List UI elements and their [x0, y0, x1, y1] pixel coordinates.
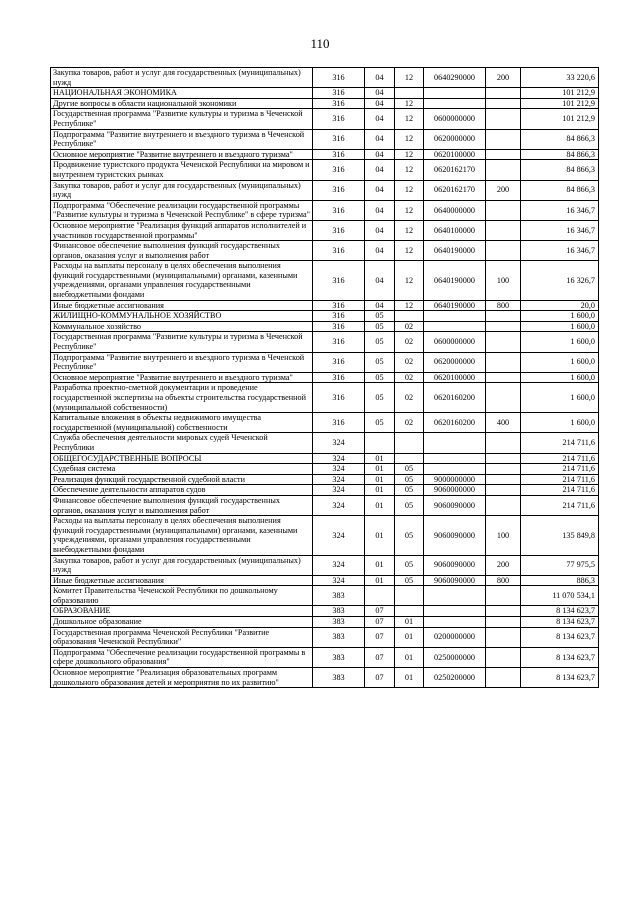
section-code-cell: 07: [365, 627, 395, 647]
amount-cell: 214 711,6: [521, 474, 599, 485]
ministry-code-cell: 324: [313, 474, 365, 485]
ministry-code-cell: 383: [313, 668, 365, 688]
row-name-cell: Обеспечение деятельности аппаратов судов: [51, 485, 313, 496]
subsection-code-cell: [395, 88, 424, 99]
table-row: [51, 261, 599, 300]
row-name-cell: Дошкольное образование: [51, 617, 313, 628]
amount-cell: 84 866,3: [521, 129, 599, 149]
amount-cell: 84 866,3: [521, 180, 599, 200]
target-article-cell: 9000000000: [424, 474, 486, 485]
ministry-code-cell: 316: [313, 180, 365, 200]
table-row: [51, 200, 599, 220]
amount-cell: 77 975,5: [521, 555, 599, 575]
expense-type-cell: [486, 433, 521, 453]
expense-type-cell: 400: [486, 413, 521, 433]
table-row: [51, 617, 599, 628]
target-article-cell: 0250200000: [424, 668, 486, 688]
subsection-code-cell: 02: [395, 413, 424, 433]
subsection-code-cell: 12: [395, 98, 424, 109]
row-name-cell: ЖИЛИЩНО-КОММУНАЛЬНОЕ ХОЗЯЙСТВО: [51, 311, 313, 322]
table-row: [51, 68, 599, 88]
subsection-code-cell: 01: [395, 617, 424, 628]
row-name-cell: Государственная программа Чеченской Республики "Развитие образования Чеченской Республики": [51, 627, 313, 647]
expense-type-cell: [486, 129, 521, 149]
row-name-cell: Продвижение туристского продукта Чеченской Республики на мировом и внутреннем туристских рынках: [51, 160, 313, 180]
table-row: [51, 516, 599, 555]
subsection-code-cell: 05: [395, 485, 424, 496]
table-row: [51, 352, 599, 372]
target-article-cell: 0640190000: [424, 261, 486, 300]
expense-type-cell: [486, 453, 521, 464]
subsection-code-cell: 02: [395, 383, 424, 413]
section-code-cell: 01: [365, 575, 395, 586]
subsection-code-cell: 05: [395, 464, 424, 475]
table-row: [51, 383, 599, 413]
target-article-cell: 0620100000: [424, 149, 486, 160]
ministry-code-cell: 316: [313, 372, 365, 383]
expense-type-cell: 200: [486, 180, 521, 200]
section-code-cell: 07: [365, 668, 395, 688]
table-row: [51, 98, 599, 109]
expense-type-cell: [486, 352, 521, 372]
section-code-cell: 01: [365, 474, 395, 485]
table-row: [51, 300, 599, 311]
subsection-code-cell: 02: [395, 372, 424, 383]
table-row: [51, 413, 599, 433]
table-row: [51, 311, 599, 322]
target-article-cell: [424, 88, 486, 99]
ministry-code-cell: 316: [313, 68, 365, 88]
expense-type-cell: [486, 200, 521, 220]
table-row: [51, 453, 599, 464]
ministry-code-cell: 316: [313, 200, 365, 220]
target-article-cell: [424, 433, 486, 453]
row-name-cell: Основное мероприятие "Реализация образовательных программ дошкольного образования детей и мероприятия по их развитию": [51, 668, 313, 688]
ministry-code-cell: 316: [313, 332, 365, 352]
amount-cell: 8 134 623,7: [521, 606, 599, 617]
expense-type-cell: [486, 241, 521, 261]
ministry-code-cell: 324: [313, 555, 365, 575]
expense-type-cell: 800: [486, 575, 521, 586]
subsection-code-cell: 05: [395, 474, 424, 485]
amount-cell: 84 866,3: [521, 149, 599, 160]
table-row: [51, 627, 599, 647]
expense-type-cell: [486, 485, 521, 496]
target-article-cell: 9060090000: [424, 555, 486, 575]
amount-cell: 1 600,0: [521, 311, 599, 322]
ministry-code-cell: 324: [313, 516, 365, 555]
section-code-cell: 04: [365, 68, 395, 88]
amount-cell: 214 711,6: [521, 433, 599, 453]
amount-cell: 214 711,6: [521, 464, 599, 475]
target-article-cell: 0620162170: [424, 160, 486, 180]
expense-type-cell: [486, 321, 521, 332]
row-name-cell: Финансовое обеспечение выполнения функций государственных органов, оказания услуг и выполнения работ: [51, 495, 313, 515]
ministry-code-cell: 383: [313, 586, 365, 606]
amount-cell: 1 600,0: [521, 321, 599, 332]
subsection-code-cell: 12: [395, 129, 424, 149]
row-name-cell: Основное мероприятие "Реализация функций аппаратов исполнителей и участников государственной программы": [51, 220, 313, 240]
target-article-cell: 0250000000: [424, 647, 486, 667]
target-article-cell: 0640190000: [424, 300, 486, 311]
page-number: 110: [310, 36, 330, 51]
target-article-cell: 0620000000: [424, 352, 486, 372]
section-code-cell: 05: [365, 413, 395, 433]
ministry-code-cell: 316: [313, 352, 365, 372]
subsection-code-cell: 01: [395, 668, 424, 688]
expense-type-cell: [486, 220, 521, 240]
ministry-code-cell: 316: [313, 321, 365, 332]
ministry-code-cell: 324: [313, 485, 365, 496]
ministry-code-cell: 316: [313, 88, 365, 99]
ministry-code-cell: 324: [313, 495, 365, 515]
row-name-cell: Иные бюджетные ассигнования: [51, 575, 313, 586]
ministry-code-cell: 316: [313, 413, 365, 433]
section-code-cell: 05: [365, 383, 395, 413]
ministry-code-cell: 316: [313, 300, 365, 311]
amount-cell: 8 134 623,7: [521, 647, 599, 667]
subsection-code-cell: 05: [395, 555, 424, 575]
row-name-cell: ОБРАЗОВАНИЕ: [51, 606, 313, 617]
subsection-code-cell: 02: [395, 332, 424, 352]
section-code-cell: 04: [365, 160, 395, 180]
row-name-cell: Комитет Правительства Чеченской Республики по дошкольному образованию: [51, 586, 313, 606]
expense-type-cell: [486, 495, 521, 515]
table-row: [51, 160, 599, 180]
ministry-code-cell: 383: [313, 627, 365, 647]
ministry-code-cell: 383: [313, 647, 365, 667]
amount-cell: 1 600,0: [521, 383, 599, 413]
target-article-cell: 0600000000: [424, 109, 486, 129]
target-article-cell: 9060090000: [424, 575, 486, 586]
subsection-code-cell: 05: [395, 516, 424, 555]
expense-type-cell: [486, 149, 521, 160]
row-name-cell: Другие вопросы в области национальной экономики: [51, 98, 313, 109]
amount-cell: 16 346,7: [521, 220, 599, 240]
amount-cell: 8 134 623,7: [521, 668, 599, 688]
ministry-code-cell: 383: [313, 606, 365, 617]
table-row: [51, 220, 599, 240]
table-row: [51, 433, 599, 453]
row-name-cell: Основное мероприятие "Развитие внутреннего и въездного туризма": [51, 149, 313, 160]
table-row: [51, 332, 599, 352]
row-name-cell: Подпрограмма "Обеспечение реализации государственной программы "Развитие культуры и туризма в Чеченской Республике" в сфере туризма": [51, 200, 313, 220]
section-code-cell: [365, 433, 395, 453]
table-row: [51, 372, 599, 383]
amount-cell: 11 070 534,1: [521, 586, 599, 606]
target-article-cell: 0640190000: [424, 241, 486, 261]
section-code-cell: 01: [365, 495, 395, 515]
section-code-cell: 04: [365, 98, 395, 109]
row-name-cell: Подпрограмма "Обеспечение реализации государственной программы в сфере дошкольного образования": [51, 647, 313, 667]
section-code-cell: 05: [365, 311, 395, 322]
table-row: [51, 149, 599, 160]
ministry-code-cell: 383: [313, 617, 365, 628]
section-code-cell: 01: [365, 555, 395, 575]
amount-cell: 84 866,3: [521, 160, 599, 180]
table-row: [51, 668, 599, 688]
subsection-code-cell: 01: [395, 627, 424, 647]
subsection-code-cell: 02: [395, 352, 424, 372]
target-article-cell: 0640290000: [424, 68, 486, 88]
subsection-code-cell: [395, 453, 424, 464]
subsection-code-cell: 12: [395, 180, 424, 200]
subsection-code-cell: 12: [395, 300, 424, 311]
target-article-cell: 0640100000: [424, 220, 486, 240]
section-code-cell: 04: [365, 180, 395, 200]
section-code-cell: 05: [365, 332, 395, 352]
subsection-code-cell: 02: [395, 321, 424, 332]
table-row: [51, 109, 599, 129]
section-code-cell: 07: [365, 606, 395, 617]
row-name-cell: Закупка товаров, работ и услуг для государственных (муниципальных) нужд: [51, 555, 313, 575]
expense-type-cell: 800: [486, 300, 521, 311]
row-name-cell: Государственная программа "Развитие культуры и туризма в Чеченской Республике": [51, 332, 313, 352]
section-code-cell: 05: [365, 372, 395, 383]
section-code-cell: 04: [365, 129, 395, 149]
expense-type-cell: [486, 474, 521, 485]
expense-type-cell: [486, 606, 521, 617]
section-code-cell: 04: [365, 88, 395, 99]
section-code-cell: 04: [365, 300, 395, 311]
section-code-cell: 04: [365, 220, 395, 240]
amount-cell: 1 600,0: [521, 413, 599, 433]
amount-cell: 1 600,0: [521, 332, 599, 352]
row-name-cell: Подпрограмма "Развитие внутреннего и въездного туризма в Чеченской Республике": [51, 352, 313, 372]
target-article-cell: [424, 311, 486, 322]
table-row: [51, 241, 599, 261]
subsection-code-cell: [395, 606, 424, 617]
amount-cell: 20,0: [521, 300, 599, 311]
table-row: [51, 586, 599, 606]
subsection-code-cell: [395, 586, 424, 606]
row-name-cell: Финансовое обеспечение выполнения функций государственных органов, оказания услуг и выполнения работ: [51, 241, 313, 261]
table-row: [51, 88, 599, 99]
row-name-cell: Разработка проектно-сметной документации и проведение государственной экспертизы на объекты строительства государственной (муниципальной собственности): [51, 383, 313, 413]
table-row: [51, 555, 599, 575]
ministry-code-cell: 324: [313, 433, 365, 453]
target-article-cell: 0620160200: [424, 413, 486, 433]
target-article-cell: 0620100000: [424, 372, 486, 383]
ministry-code-cell: 316: [313, 311, 365, 322]
section-code-cell: 01: [365, 516, 395, 555]
amount-cell: 214 711,6: [521, 453, 599, 464]
table-row: [51, 485, 599, 496]
subsection-code-cell: 05: [395, 495, 424, 515]
subsection-code-cell: 12: [395, 241, 424, 261]
row-name-cell: Государственная программа "Развитие культуры и туризма в Чеченской Республике": [51, 109, 313, 129]
subsection-code-cell: 01: [395, 647, 424, 667]
section-code-cell: 04: [365, 241, 395, 261]
subsection-code-cell: 12: [395, 200, 424, 220]
amount-cell: 1 600,0: [521, 352, 599, 372]
target-article-cell: 0600000000: [424, 332, 486, 352]
section-code-cell: 04: [365, 109, 395, 129]
section-code-cell: 07: [365, 647, 395, 667]
section-code-cell: 04: [365, 200, 395, 220]
table-row: [51, 129, 599, 149]
amount-cell: 135 849,8: [521, 516, 599, 555]
amount-cell: 16 346,7: [521, 241, 599, 261]
amount-cell: 8 134 623,7: [521, 627, 599, 647]
section-code-cell: 01: [365, 464, 395, 475]
amount-cell: 16 326,7: [521, 261, 599, 300]
expense-type-cell: 100: [486, 261, 521, 300]
row-name-cell: ОБЩЕГОСУДАРСТВЕННЫЕ ВОПРОСЫ: [51, 453, 313, 464]
expense-type-cell: [486, 464, 521, 475]
row-name-cell: Закупка товаров, работ и услуг для государственных (муниципальных) нужд: [51, 180, 313, 200]
subsection-code-cell: [395, 311, 424, 322]
table-row: [51, 464, 599, 475]
ministry-code-cell: 316: [313, 383, 365, 413]
amount-cell: 16 346,7: [521, 200, 599, 220]
amount-cell: 214 711,6: [521, 485, 599, 496]
ministry-code-cell: 316: [313, 220, 365, 240]
expense-type-cell: [486, 311, 521, 322]
target-article-cell: [424, 98, 486, 109]
table-row: [51, 321, 599, 332]
subsection-code-cell: [395, 433, 424, 453]
row-name-cell: Служба обеспечения деятельности мировых судей Чеченской Республики: [51, 433, 313, 453]
expense-type-cell: 200: [486, 68, 521, 88]
section-code-cell: 05: [365, 321, 395, 332]
expense-type-cell: [486, 332, 521, 352]
target-article-cell: [424, 586, 486, 606]
expense-type-cell: [486, 160, 521, 180]
ministry-code-cell: 316: [313, 241, 365, 261]
ministry-code-cell: 324: [313, 453, 365, 464]
section-code-cell: 07: [365, 617, 395, 628]
target-article-cell: 0620162170: [424, 180, 486, 200]
expense-type-cell: [486, 109, 521, 129]
target-article-cell: [424, 606, 486, 617]
row-name-cell: НАЦИОНАЛЬНАЯ ЭКОНОМИКА: [51, 88, 313, 99]
target-article-cell: 0620160200: [424, 383, 486, 413]
expense-type-cell: [486, 617, 521, 628]
section-code-cell: 05: [365, 352, 395, 372]
row-name-cell: Капитальные вложения в объекты недвижимого имущества государственной (муниципальной) собственности: [51, 413, 313, 433]
amount-cell: 214 711,6: [521, 495, 599, 515]
section-code-cell: [365, 586, 395, 606]
table-row: [51, 180, 599, 200]
amount-cell: 1 600,0: [521, 372, 599, 383]
expense-type-cell: [486, 88, 521, 99]
ministry-code-cell: 316: [313, 149, 365, 160]
expense-type-cell: [486, 383, 521, 413]
amount-cell: 886,3: [521, 575, 599, 586]
ministry-code-cell: 316: [313, 98, 365, 109]
row-name-cell: Расходы на выплаты персоналу в целях обеспечения выполнения функций государственными (муниципальными) органами, казенными учреждениями, органами управления государственными внебюджетными фондами: [51, 261, 313, 300]
amount-cell: 33 220,6: [521, 68, 599, 88]
table-row: [51, 606, 599, 617]
expense-type-cell: [486, 627, 521, 647]
section-code-cell: 04: [365, 149, 395, 160]
target-article-cell: 9060000000: [424, 485, 486, 496]
ministry-code-cell: 316: [313, 129, 365, 149]
row-name-cell: Судебная система: [51, 464, 313, 475]
row-name-cell: Иные бюджетные ассигнования: [51, 300, 313, 311]
subsection-code-cell: 12: [395, 220, 424, 240]
row-name-cell: Закупка товаров, работ и услуг для государственных (муниципальных) нужд: [51, 68, 313, 88]
subsection-code-cell: 12: [395, 261, 424, 300]
target-article-cell: 0620000000: [424, 129, 486, 149]
target-article-cell: [424, 617, 486, 628]
table-row: [51, 474, 599, 485]
amount-cell: 101 212,9: [521, 98, 599, 109]
budget-table: [50, 67, 599, 688]
table-row: [51, 495, 599, 515]
section-code-cell: 01: [365, 453, 395, 464]
subsection-code-cell: 12: [395, 160, 424, 180]
target-article-cell: 9060090000: [424, 516, 486, 555]
expense-type-cell: 100: [486, 516, 521, 555]
table-body: [51, 68, 599, 688]
row-name-cell: Расходы на выплаты персоналу в целях обеспечения выполнения функций государственными (муниципальными) органами, казенными учреждениями, органами управления государственными внебюджетными фондами: [51, 516, 313, 555]
expense-type-cell: [486, 98, 521, 109]
target-article-cell: [424, 464, 486, 475]
subsection-code-cell: 05: [395, 575, 424, 586]
section-code-cell: 04: [365, 261, 395, 300]
target-article-cell: 0200000000: [424, 627, 486, 647]
table-row: [51, 647, 599, 667]
expense-type-cell: [486, 586, 521, 606]
subsection-code-cell: 12: [395, 149, 424, 160]
ministry-code-cell: 324: [313, 575, 365, 586]
table-row: [51, 575, 599, 586]
target-article-cell: [424, 453, 486, 464]
expense-type-cell: [486, 668, 521, 688]
amount-cell: 101 212,9: [521, 88, 599, 99]
ministry-code-cell: 316: [313, 160, 365, 180]
target-article-cell: 9060090000: [424, 495, 486, 515]
ministry-code-cell: 316: [313, 109, 365, 129]
expense-type-cell: 200: [486, 555, 521, 575]
amount-cell: 101 212,9: [521, 109, 599, 129]
expense-type-cell: [486, 647, 521, 667]
expense-type-cell: [486, 372, 521, 383]
subsection-code-cell: 12: [395, 68, 424, 88]
section-code-cell: 01: [365, 485, 395, 496]
ministry-code-cell: 324: [313, 464, 365, 475]
ministry-code-cell: 316: [313, 261, 365, 300]
row-name-cell: Подпрограмма "Развитие внутреннего и въездного туризма в Чеченской Республике": [51, 129, 313, 149]
row-name-cell: Основное мероприятие "Развитие внутреннего и въездного туризма": [51, 372, 313, 383]
amount-cell: 8 134 623,7: [521, 617, 599, 628]
row-name-cell: Коммунальное хозяйство: [51, 321, 313, 332]
target-article-cell: 0640000000: [424, 200, 486, 220]
subsection-code-cell: 12: [395, 109, 424, 129]
row-name-cell: Реализация функций государственной судебной власти: [51, 474, 313, 485]
target-article-cell: [424, 321, 486, 332]
